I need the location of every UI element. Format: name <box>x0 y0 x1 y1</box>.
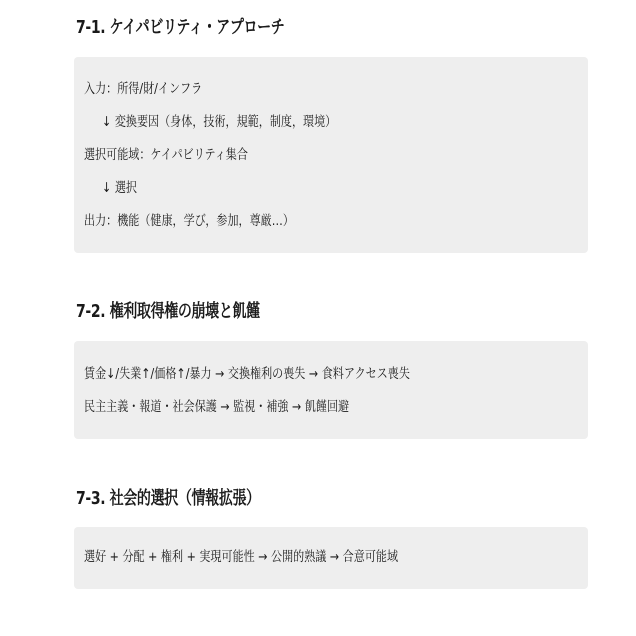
capability-flow-box <box>74 57 588 253</box>
entitlement-flow-box <box>74 341 588 439</box>
section-title-social-choice: 7-3. 社会的選択（情報拡張） <box>76 488 260 509</box>
section-title-capability-approach: 7-1. ケイパビリティ・アプローチ <box>76 17 285 38</box>
section-title-entitlement-famine: 7-2. 権利取得権の崩壊と飢饉 <box>76 301 260 322</box>
social-choice-line: 選好 + 分配 + 権利 + 実現可能性 → 公開的熟議 → 合意可能域 <box>84 549 399 565</box>
flow-output-line: 出力：機能（健康，学び，参加，尊厳…） <box>84 213 294 229</box>
flow-capability-set-line: 選択可能域：ケイパビリティ集合 <box>84 147 248 163</box>
flow-conversion-line: ↓ 変換要因（身体，技術，規範，制度，環境） <box>102 114 337 130</box>
social-choice-flow-box <box>74 527 588 589</box>
entitlement-loss-line: 賃金↓/失業↑/価格↑/暴力 → 交換権利の喪失 → 食料アクセス喪失 <box>84 366 410 382</box>
flow-choice-line: ↓ 選択 <box>102 180 137 196</box>
famine-avoidance-line: 民主主義・報道・社会保護 → 監視・補強 → 飢饉回避 <box>84 399 350 415</box>
flow-input-line: 入力：所得/財/インフラ <box>84 81 203 97</box>
